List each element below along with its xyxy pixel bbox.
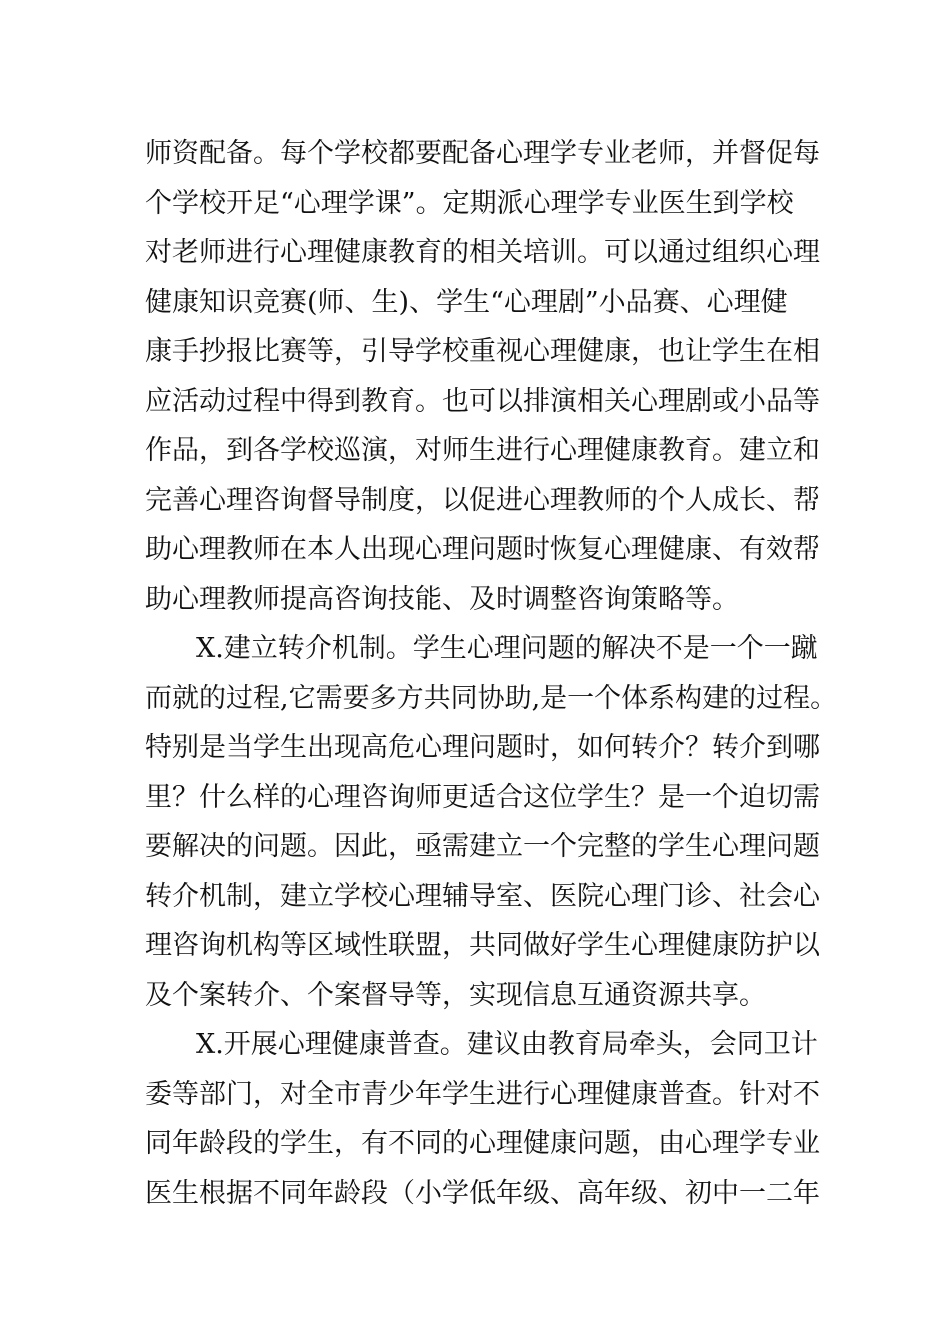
text-line: 特别是当学生出现高危心理问题时，如何转介？转介到哪 <box>145 732 820 763</box>
text-line: 及个案转介、个案督导等，实现信息互通资源共享。 <box>145 980 766 1011</box>
text-line: 医生根据不同年龄段（小学低年级、高年级、初中一二年 <box>145 1178 820 1209</box>
text-line: 康手抄报比赛等，引导学校重视心理健康，也让学生在相 <box>145 336 820 367</box>
text-line: 而就的过程,它需要多方共同协助,是一个体系构建的过程。 <box>145 683 838 714</box>
paragraph-heading-line: X.建立转介机制。学生心理问题的解决不是一个一蹴 <box>196 633 818 664</box>
text-line: 要解决的问题。因此，亟需建立一个完整的学生心理问题 <box>145 831 820 862</box>
paragraph-heading-line: X.开展心理健康普查。建议由教育局牵头，会同卫计 <box>196 1029 818 1060</box>
text-line: 作品，到各学校巡演，对师生进行心理健康教育。建立和 <box>145 435 820 466</box>
text-line: 对老师进行心理健康教育的相关培训。可以通过组织心理 <box>145 237 820 268</box>
text-line: 个学校开足“心理学课”。定期派心理学专业医生到学校 <box>145 188 794 219</box>
text-line: 同年龄段的学生，有不同的心理健康问题，由心理学专业 <box>145 1128 820 1159</box>
text-line: 理咨询机构等区域性联盟，共同做好学生心理健康防护以 <box>145 930 820 961</box>
text-line: 助心理教师在本人出现心理问题时恢复心理健康、有效帮 <box>145 534 820 565</box>
text-line: 助心理教师提高咨询技能、及时调整咨询策略等。 <box>145 584 739 615</box>
text-line: 委等部门，对全市青少年学生进行心理健康普查。针对不 <box>145 1079 820 1110</box>
text-line: 师资配备。每个学校都要配备心理学专业老师，并督促每 <box>145 138 820 169</box>
text-line: 完善心理咨询督导制度，以促进心理教师的个人成长、帮 <box>145 485 820 516</box>
text-line: 转介机制，建立学校心理辅导室、医院心理门诊、社会心 <box>145 881 820 912</box>
text-line: 应活动过程中得到教育。也可以排演相关心理剧或小品等 <box>145 386 820 417</box>
text-line: 里？什么样的心理咨询师更适合这位学生？是一个迫切需 <box>145 782 820 813</box>
text-line: 健康知识竞赛(师、生)、学生“心理剧”小品赛、心理健 <box>145 287 788 318</box>
